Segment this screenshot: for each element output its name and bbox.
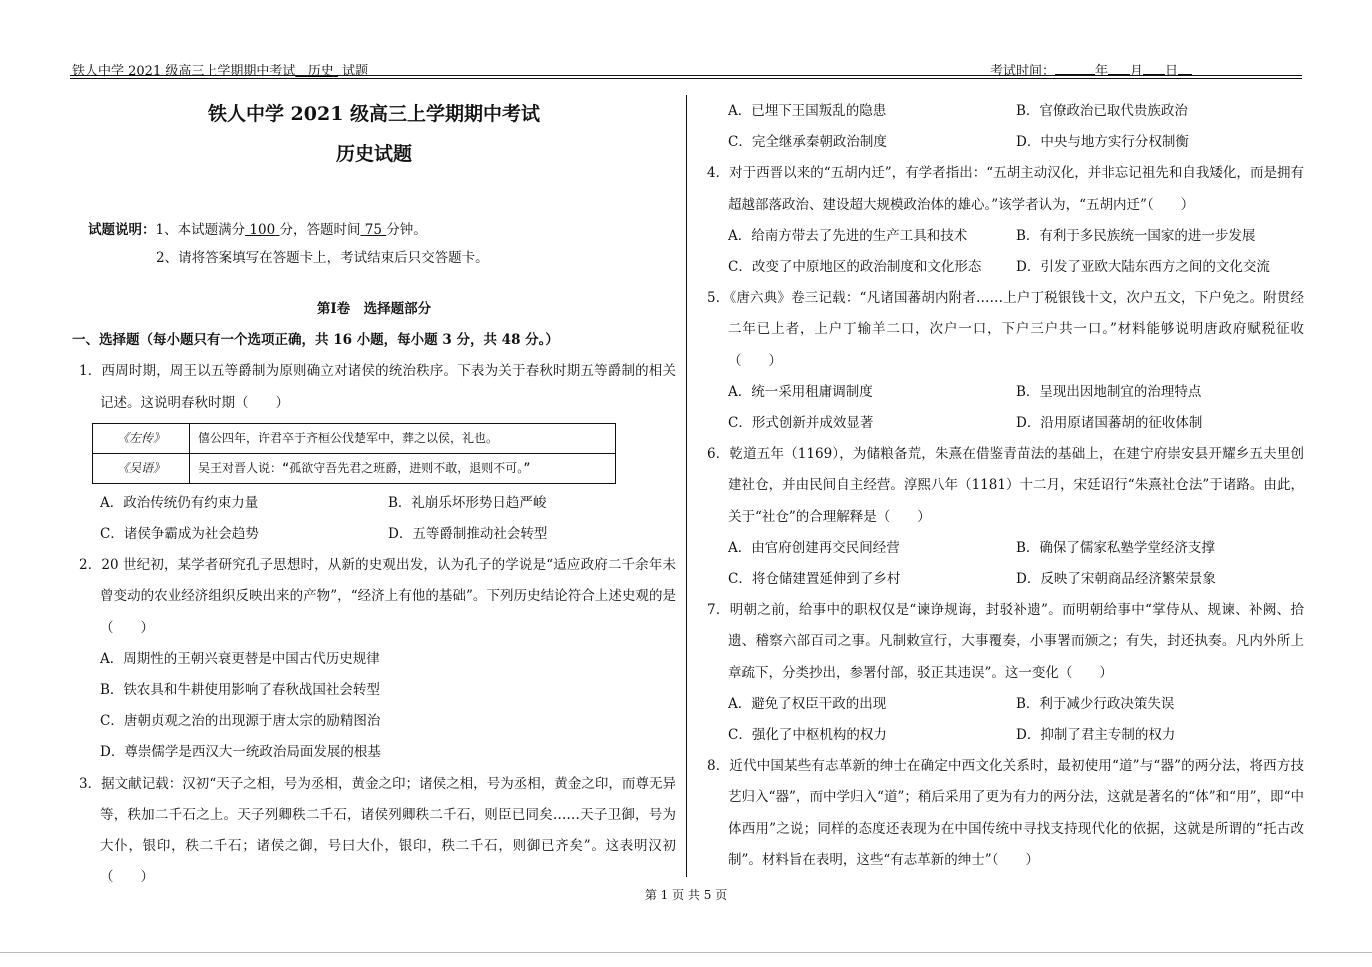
question-7-stem: 7．明朝之前，给事中的职权仅是“谏诤规诲，封驳补遗”。而明朝给事中“掌侍从、规谏、补阙、拾遗、稽察六部百司之事。凡制敕宣行，大事覆奏，小事署而颁之；有失，封还执奏。凡内外所上章疏下，分类抄出，参署付部，驳正其违误”。这一变化（ ）	[707, 602, 1304, 681]
month-label: 月	[1130, 64, 1144, 79]
option-c: C．强化了中枢机构的权力	[728, 727, 887, 744]
option-b: B．官僚政治已取代贵族政治	[1016, 103, 1188, 119]
year-blank	[1055, 62, 1095, 75]
option-a: A．由官府创建再交民间经营	[728, 539, 900, 556]
header-subject: 历史	[307, 64, 334, 79]
option-c: C．完全继承秦朝政治制度	[728, 134, 887, 151]
question-5-options	[700, 377, 1304, 439]
page-bottom-edge	[0, 952, 1372, 953]
question-2-stem: 2．20 世纪初，某学者研究孔子思想时，从新的史观出发，认为孔子的学说是“适应政府二千余年未曾变动的农业经济组织反映出来的产物”，“经济上有他的基础”。下列历史结论符合上述史观的是（ ）	[79, 557, 676, 636]
instructions-line1: 试题说明：1、本试题满分 100 分，答题时间 75 分钟。	[88, 222, 427, 238]
header-school: 铁人中学 2021 级高三上学期期中考试	[72, 64, 296, 79]
section-title: 第Ⅰ卷 选择题部分	[316, 301, 432, 317]
question-5-stem: 5．《唐六典》卷三记载：“凡诸国蕃胡内附者……上户丁税银钱十文，次户五文，下户免之。附贯经二年已上者，上户丁输羊二口，次户一口，下户三户共一口。”材料能够说明唐政府赋税征收（ ）	[707, 290, 1304, 369]
total-score: 100	[249, 222, 276, 238]
option-c: C．诸侯争霸成为社会趋势	[100, 526, 259, 543]
right-column	[700, 96, 1304, 876]
page-number: 第 1 页 共 5 页	[644, 888, 728, 902]
column-divider	[686, 95, 687, 877]
day-blank	[1143, 62, 1165, 75]
option-b: B．有利于多民族统一国家的进一步发展	[1016, 227, 1256, 244]
option-d: D．中央与地方实行分权制衡	[1016, 134, 1189, 151]
header-suffix: 试题	[342, 64, 369, 79]
header-rule	[70, 75, 1302, 76]
option-c: C．将仓储建置延伸到了乡村	[728, 571, 901, 588]
option-d: D．抑制了君主专制的权力	[1016, 727, 1176, 744]
question-7-options	[700, 689, 1304, 751]
option-b: B．呈现出因地制宜的治理特点	[1016, 383, 1202, 400]
day-label: 日	[1165, 64, 1179, 79]
question-3-stem: 3．据文献记载：汉初“天子之相，号为丞相，黄金之印；诸侯之相，号为丞相，黄金之印，而尊无异等，秩加二千石之上。天子列卿秩二千石，诸侯列卿秩二千石，则臣已同矣……天子卫御，号为大仆，银印，秩二千石；诸侯之御，号曰大仆，银印，秩二千石，则御已齐矣”。这表明汉初（ ）	[79, 775, 676, 886]
exam-title: 铁人中学 2021 级高三上学期期中考试	[207, 103, 541, 125]
option-a: A．统一采用租庸调制度	[728, 383, 873, 400]
question-3-options	[700, 96, 1304, 158]
option-a: A．已埋下王国叛乱的隐患	[728, 103, 887, 119]
question-6-options	[700, 533, 1304, 595]
exam-subtitle: 历史试题	[335, 143, 412, 165]
question-1-options	[72, 488, 676, 550]
option-b: B．铁农具和牛耕使用影响了春秋战国社会转型	[100, 682, 380, 699]
table-source: 《左传》	[93, 423, 190, 453]
option-c: C．改变了中原地区的政治制度和文化形态	[728, 259, 982, 276]
exam-duration: 75	[364, 222, 382, 238]
question-2-options	[72, 644, 676, 769]
option-d: D．五等爵制推动社会转型	[388, 526, 548, 543]
question-4-options	[700, 221, 1304, 283]
table-content: 僖公四年，许君卒于齐桓公伐楚军中，葬之以侯，礼也。	[190, 423, 616, 453]
option-a: A．给南方带去了先进的生产工具和技术	[728, 227, 968, 244]
question-4-stem: 4．对于西晋以来的“五胡内迁”，有学者指出：“五胡主动汉化，并非忘记祖先和自我矮化，而是拥有超越部落政治、建设超大规模政治体的雄心。”该学者认为，“五胡内迁”（ ）	[707, 165, 1304, 213]
option-d: D．尊崇儒学是西汉大一统政治局面发展的根基	[100, 744, 381, 761]
table-row	[93, 423, 616, 453]
header-exam-name	[72, 60, 368, 79]
day-tail-blank	[1178, 62, 1192, 75]
instructions-line2: 2、请将答案填写在答题卡上，考试结束后只交答题卡。	[156, 250, 489, 266]
option-b: B．确保了儒家私塾学堂经济支撑	[1016, 539, 1215, 556]
option-c: C．唐朝贞观之治的出现源于唐太宗的励精图治	[100, 713, 381, 730]
option-a: A．避免了权臣干政的出现	[728, 695, 887, 712]
year-label: 年	[1095, 64, 1109, 79]
table-row	[93, 453, 616, 483]
left-column	[72, 96, 676, 893]
question-8-stem: 8．近代中国某些有志革新的绅士在确定中西文化关系时，最初使用“道”与“器”的两分法，将西方技艺归入“器”，而中学归入“道”；稍后采用了更为有力的两分法，这就是著名的“体”和“用”，即“中体西用”之说；同样的态度还表现为在中国传统中寻找支持现代化的依据，这就是所谓的“托古改制”。材料旨在表明，这些“有志革新的绅士”（ ）	[707, 758, 1304, 868]
question-6-stem: 6．乾道五年（1169），为储粮备荒，朱熹在借鉴青苗法的基础上，在建宁府崇安县开耀乡五夫里创建社仓，并由民间自主经营。淳熙八年（1181）十二月，宋廷诏行“朱熹社仓法”于诸路。由此，关于“社仓”的合理解释是（ ）	[707, 446, 1304, 525]
option-b: B．利于减少行政决策失误	[1016, 695, 1175, 712]
question-1-table	[92, 423, 616, 484]
month-blank	[1108, 62, 1130, 75]
section-subtitle: 一、选择题（每小题只有一个选项正确，共 16 小题，每小题 3 分，共 48 分。）	[72, 332, 559, 349]
option-d: D．反映了宋朝商品经济繁荣景象	[1016, 571, 1216, 588]
option-c: C．形式创新并成效显著	[728, 415, 874, 432]
option-d: D．沿用原诸国蕃胡的征收体制	[1016, 415, 1203, 432]
table-content: 吴王对晋人说：“孤欲守吾先君之班爵，进则不敢，退则不可。”	[190, 453, 616, 483]
option-d: D．引发了亚欧大陆东西方之间的文化交流	[1016, 259, 1270, 276]
header-exam-date	[990, 60, 1192, 79]
option-a: A．周期性的王朝兴衰更替是中国古代历史规律	[100, 650, 380, 667]
exam-date-label: 考试时间：	[990, 64, 1056, 79]
option-a: A．政治传统仍有约束力量	[100, 494, 259, 511]
option-b: B．礼崩乐坏形势日趋严峻	[388, 494, 547, 511]
question-1-stem: 1．西周时期，周王以五等爵制为原则确立对诸侯的统治秩序。下表为关于春秋时期五等爵制的相关记述。这说明春秋时期（ ）	[79, 363, 676, 411]
table-source: 《吴语》	[93, 453, 190, 483]
header-rule-thin	[70, 78, 1302, 79]
